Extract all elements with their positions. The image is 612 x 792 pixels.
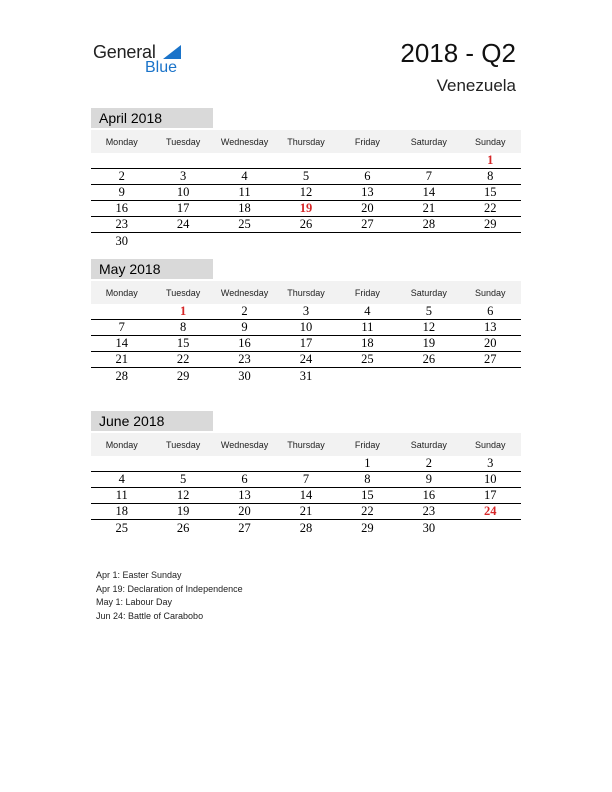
- week-row: [91, 153, 521, 169]
- day-cell: 10: [299, 320, 313, 334]
- day-cell: 22: [361, 504, 374, 518]
- month-april: [91, 108, 521, 249]
- week-row: [91, 504, 521, 520]
- month-title: April 2018: [91, 108, 213, 128]
- day-cell: 21: [115, 352, 128, 366]
- week-row: [91, 472, 521, 488]
- day-cell: 14: [299, 488, 313, 502]
- day-cell: 25: [115, 520, 128, 535]
- day-cell: 9: [241, 320, 248, 334]
- day-cell: 21: [422, 201, 436, 215]
- day-cell: 26: [422, 352, 436, 366]
- weekday-label: Friday: [354, 136, 380, 147]
- day-cell: 5: [180, 472, 187, 486]
- holiday-list: [96, 569, 243, 623]
- page-title: 2018 - Q2: [400, 38, 516, 68]
- day-cell: 7: [118, 320, 125, 334]
- week-row: [91, 520, 521, 536]
- weekday-label: Wednesday: [220, 287, 269, 298]
- weekday-label: Tuesday: [166, 287, 201, 298]
- day-cell: 7: [302, 472, 310, 486]
- day-cell: 16: [115, 201, 128, 215]
- day-cell: 18: [238, 201, 251, 215]
- day-cell: 13: [483, 320, 497, 334]
- day-cell: 30: [238, 368, 251, 383]
- logo-general-text: General: [93, 42, 156, 62]
- day-cell: 4: [241, 169, 248, 183]
- weekday-label: Sunday: [474, 439, 506, 450]
- holiday-entry: Apr 1: Easter Sunday: [96, 570, 182, 580]
- day-cell: 5: [425, 304, 432, 318]
- week-row: [91, 304, 521, 320]
- day-cell: 24: [176, 217, 190, 231]
- day-cell: 12: [176, 488, 190, 502]
- day-cell: 11: [115, 488, 128, 502]
- logo-blue-text: Blue: [145, 59, 178, 76]
- day-cell: 3: [302, 304, 310, 318]
- weekday-label: Wednesday: [220, 439, 269, 450]
- day-cell: 9: [425, 472, 432, 486]
- weekday-label: Monday: [105, 136, 138, 147]
- day-cell: 8: [364, 472, 371, 486]
- day-cell: 18: [361, 336, 374, 350]
- day-cell: 4: [118, 472, 125, 486]
- day-cell: 27: [238, 520, 251, 535]
- day-cell: 13: [238, 488, 251, 502]
- day-cell: 27: [483, 352, 497, 366]
- weekday-label: Saturday: [410, 136, 447, 147]
- week-row: [91, 185, 521, 201]
- day-cell: 26: [176, 520, 190, 535]
- day-cell: 19: [422, 336, 436, 350]
- day-cell: 28: [115, 368, 128, 383]
- day-cell: 15: [176, 336, 190, 350]
- day-cell: 15: [483, 185, 497, 199]
- weekday-label: Sunday: [474, 287, 506, 298]
- day-cell: 4: [364, 304, 371, 318]
- day-cell: 17: [483, 488, 497, 502]
- week-row: [91, 217, 521, 233]
- weekday-label: Monday: [105, 287, 138, 298]
- day-cell: 11: [361, 320, 374, 334]
- day-cell: 2: [241, 304, 248, 318]
- weekday-label: Tuesday: [166, 439, 201, 450]
- week-row: [91, 352, 521, 368]
- day-cell: 8: [487, 169, 494, 183]
- holiday-entry: May 1: Labour Day: [96, 597, 173, 607]
- day-cell: 2: [118, 169, 125, 183]
- day-cell: 20: [238, 504, 251, 518]
- holiday-entry: Apr 19: Declaration of Independence: [96, 583, 243, 594]
- day-cell: 9: [118, 185, 125, 199]
- weekday-label: Wednesday: [220, 136, 269, 147]
- day-cell: 6: [241, 472, 248, 486]
- weekday-header-row: [91, 433, 521, 456]
- month-june: [91, 411, 521, 536]
- weekday-label: Friday: [354, 287, 380, 298]
- week-row: [91, 456, 521, 472]
- day-cell: 29: [483, 217, 497, 231]
- holiday-entry: Jun 24: Battle of Carabobo: [96, 610, 204, 621]
- day-cell: 7: [425, 169, 432, 183]
- day-cell: 25: [238, 217, 251, 231]
- weekday-label: Saturday: [410, 287, 447, 298]
- day-cell: 5: [302, 169, 310, 183]
- day-cell: 28: [299, 520, 313, 535]
- day-cell: 11: [238, 185, 251, 199]
- weekday-label: Thursday: [287, 136, 325, 147]
- weekday-header-row: [91, 130, 521, 153]
- holiday-day-cell: 24: [483, 504, 497, 518]
- weekday-label: Thursday: [287, 287, 325, 298]
- day-cell: 18: [115, 504, 128, 518]
- week-row: [91, 233, 521, 249]
- day-cell: 3: [487, 456, 494, 470]
- logo: [93, 42, 203, 82]
- week-row: [91, 368, 521, 384]
- holiday-day-cell: 19: [299, 201, 313, 215]
- day-cell: 25: [361, 352, 374, 366]
- week-row: [91, 488, 521, 504]
- month-may: [91, 259, 521, 384]
- weekday-label: Saturday: [410, 439, 447, 450]
- day-cell: 10: [483, 472, 497, 486]
- day-cell: 6: [364, 169, 371, 183]
- day-cell: 20: [361, 201, 374, 215]
- day-cell: 10: [176, 185, 190, 199]
- week-row: [91, 336, 521, 352]
- day-cell: 15: [361, 488, 374, 502]
- month-title: June 2018: [91, 411, 213, 431]
- country-name: Venezuela: [436, 76, 516, 95]
- day-cell: 23: [115, 217, 128, 231]
- holiday-day-cell: 1: [487, 153, 494, 167]
- day-cell: 23: [238, 352, 251, 366]
- day-cell: 26: [299, 217, 313, 231]
- day-cell: 17: [176, 201, 190, 215]
- day-cell: 12: [422, 320, 436, 334]
- day-cell: 23: [422, 504, 436, 518]
- day-cell: 2: [425, 456, 432, 470]
- day-cell: 31: [299, 368, 313, 383]
- weekday-label: Sunday: [474, 136, 506, 147]
- day-cell: 6: [487, 304, 494, 318]
- day-cell: 17: [299, 336, 313, 350]
- week-row: [91, 169, 521, 185]
- day-cell: 22: [483, 201, 497, 215]
- logo-triangle-icon: [163, 45, 181, 59]
- day-cell: 12: [299, 185, 313, 199]
- day-cell: 13: [361, 185, 374, 199]
- day-cell: 29: [176, 368, 190, 383]
- day-cell: 30: [115, 233, 128, 248]
- weekday-label: Friday: [354, 439, 380, 450]
- week-row: [91, 201, 521, 217]
- weekday-label: Tuesday: [166, 136, 201, 147]
- weekday-label: Thursday: [287, 439, 325, 450]
- day-cell: 19: [176, 504, 190, 518]
- holiday-day-cell: 1: [180, 304, 187, 318]
- month-title: May 2018: [91, 259, 213, 279]
- day-cell: 14: [115, 336, 128, 350]
- weekday-header-row: [91, 281, 521, 304]
- day-cell: 8: [180, 320, 187, 334]
- day-cell: 27: [361, 217, 374, 231]
- day-cell: 30: [422, 520, 436, 535]
- week-row: [91, 320, 521, 336]
- day-cell: 3: [180, 169, 187, 183]
- day-cell: 20: [483, 336, 497, 350]
- day-cell: 16: [238, 336, 251, 350]
- day-cell: 14: [422, 185, 436, 199]
- day-cell: 28: [422, 217, 436, 231]
- day-cell: 22: [176, 352, 190, 366]
- day-cell: 29: [361, 520, 374, 535]
- day-cell: 24: [299, 352, 313, 366]
- day-cell: 21: [299, 504, 313, 518]
- day-cell: 1: [364, 456, 371, 470]
- day-cell: 16: [422, 488, 436, 502]
- weekday-label: Monday: [105, 439, 138, 450]
